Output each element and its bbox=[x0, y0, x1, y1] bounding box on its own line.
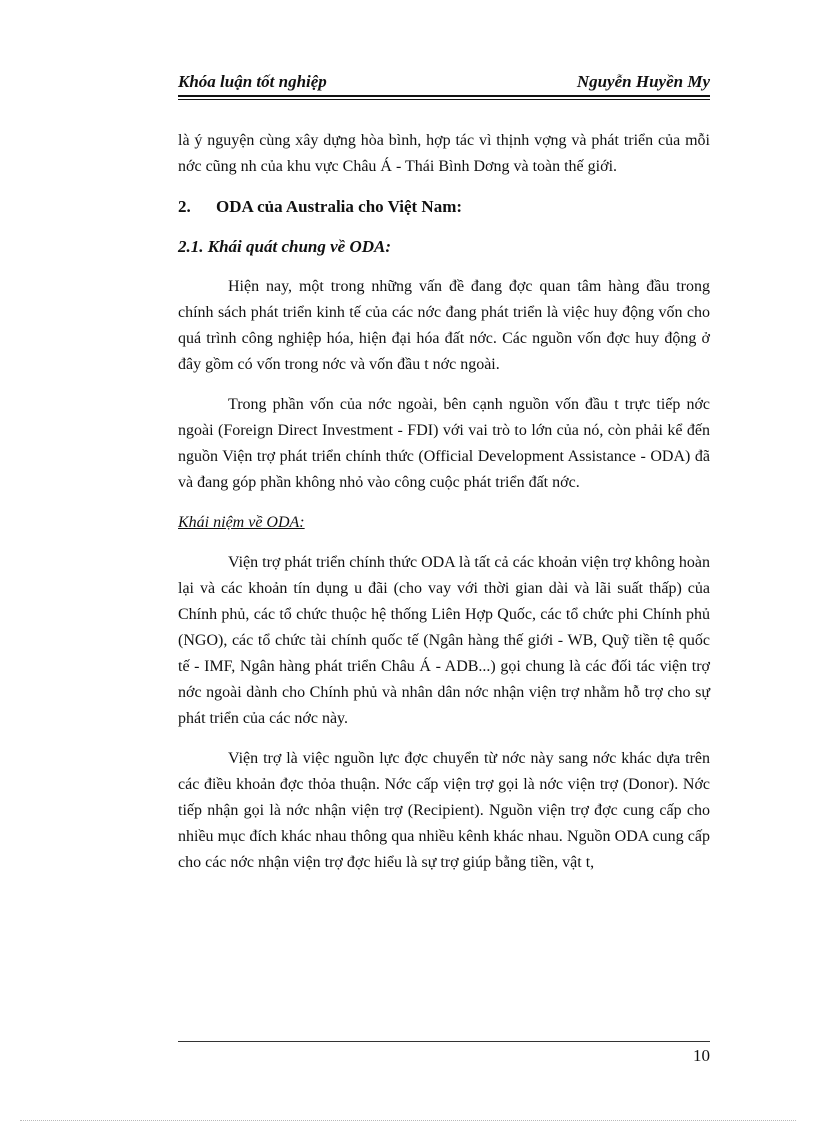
section-title: ODA của Australia cho Việt Nam: bbox=[216, 197, 463, 216]
paragraph-2: Trong phần vốn của nớc ngoài, bên cạnh nguồn vốn đầu t trực tiếp nớc ngoài (Foreign Direct Investment - FDI) với vai trò to lớn của nó, còn phải kể đến nguồn Viện trợ phát triển chính thức (Official Development Assistance - ODA) đã và đang góp phần không nhỏ vào công cuộc phát triển đất nớc. bbox=[178, 396, 710, 491]
intro-paragraph: là ý nguyện cùng xây dựng hòa bình, hợp tác vì thịnh vợng và phát triển của mỗi nớc cũng nh của khu vực Châu Á - Thái Bình Dơng và toàn thế giới. bbox=[178, 132, 710, 175]
paragraph-3: Viện trợ phát triển chính thức ODA là tất cả các khoản viện trợ không hoàn lại và các khoản tín dụng u đãi (cho vay với thời gian dài và lãi suất thấp) của Chính phủ, các tổ chức thuộc hệ thống Liên Hợp Quốc, các tổ chức phi Chính phủ (NGO), các tổ chức tài chính quốc tế (Ngân hàng thế giới - WB, Quỹ tiền tệ quốc tế - IMF, Ngân hàng phát triển Châu Á - ADB...) gọi chung là các đối tác viện trợ nớc ngoài dành cho Chính phủ và nhân dân nớc nhận viện trợ nhằm hỗ trợ cho sự phát triển của các nớc này. bbox=[178, 554, 710, 727]
section-number: 2. bbox=[178, 197, 191, 216]
paragraph-4: Viện trợ là việc nguồn lực đợc chuyển từ nớc này sang nớc khác dựa trên các điều khoản đợc thỏa thuận. Nớc cấp viện trợ gọi là nớc viện trợ (Donor). Nớc tiếp nhận gọi là nớc nhận viện trợ (Recipient). Nguồn viện trợ đợc cung cấp cho nhiều mục đích khác nhau thông qua nhiều kênh khác nhau. Nguồn ODA cung cấp cho các nớc nhận viện trợ đợc hiểu là sự trợ giúp bằng tiền, vật t, bbox=[178, 750, 710, 871]
page-edge-dotted-line bbox=[20, 1120, 796, 1121]
header-rule-thin bbox=[178, 99, 710, 100]
document-body bbox=[178, 128, 710, 876]
section-heading bbox=[178, 194, 710, 220]
running-header bbox=[178, 70, 710, 94]
header-thesis-label: Khóa luận tốt nghiệp bbox=[178, 72, 327, 91]
header-rule bbox=[178, 95, 710, 97]
concept-heading: Khái niệm về ODA: bbox=[178, 514, 305, 531]
header-author-name: Nguyễn Huyền My bbox=[576, 72, 710, 91]
footer-rule bbox=[178, 1041, 710, 1042]
subsection-heading: 2.1. Khái quát chung về ODA: bbox=[178, 237, 391, 256]
paragraph-1: Hiện nay, một trong những vấn đề đang đợc quan tâm hàng đầu trong chính sách phát triển kinh tế của các nớc đang phát triển là việc huy động vốn cho quá trình công nghiệp hóa, hiện đại hóa đất nớc. Các nguồn vốn đợc huy động ở đây gồm có vốn trong nớc và vốn đầu t nớc ngoài. bbox=[178, 278, 710, 373]
page-number: 10 bbox=[693, 1046, 710, 1065]
